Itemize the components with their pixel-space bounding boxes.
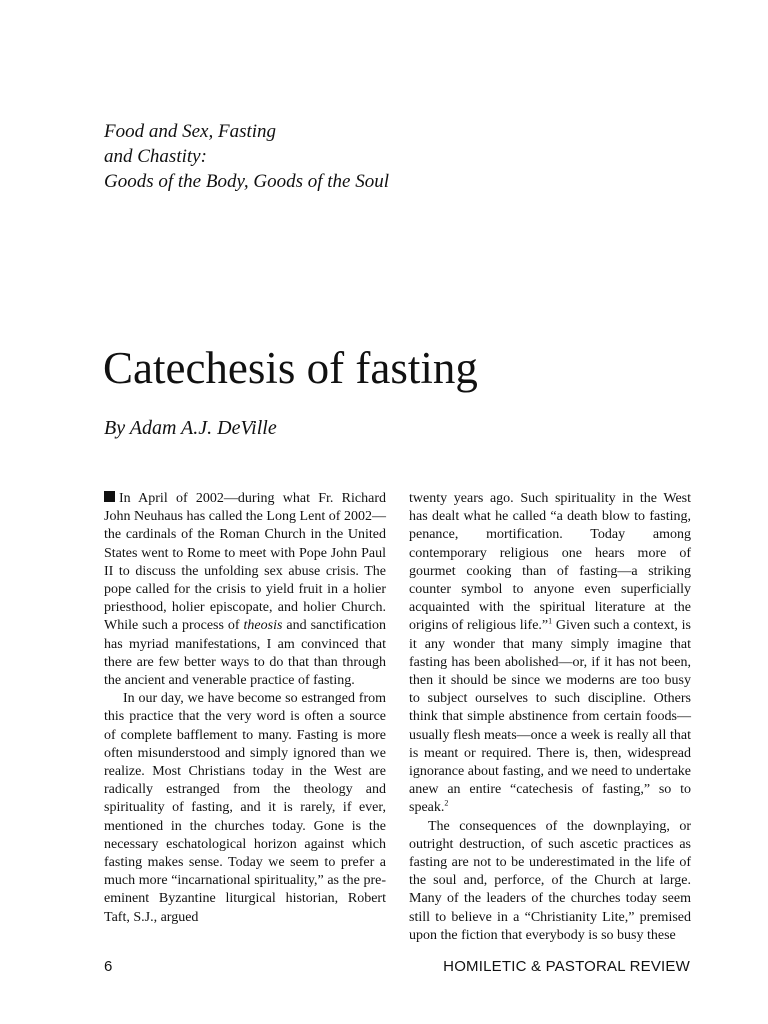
series-title — [104, 119, 704, 194]
square-bullet-icon — [104, 491, 115, 502]
body-column-right — [409, 490, 691, 945]
article-title: Catechesis of fasting — [103, 343, 478, 393]
paragraph — [409, 490, 691, 818]
paragraph-text: twenty years ago. Such spirituality in the West has dealt what he called “a death blow to fasting, penance, mortification. Today among contemporary religious one hears more of gourmet cooking than of fasting—a striking counter symbol to anyone even superficially acquainted with the spiritual literature at the origins of religious life.” — [409, 491, 691, 634]
paragraph-text: and sanctification has myriad manifestations, I am convinced that there are few better ways to do that than through the ancient and venerable practice of fasting. — [104, 618, 386, 689]
body-column-left — [104, 490, 386, 927]
paragraph-text: In April of 2002—during what Fr. Richard John Neuhaus has called the Long Lent of 2002—the cardinals of the Roman Church in the United States went to Rome to meet with Pope John Paul II to discuss the unfolding sex abuse crisis. The pope called for the crisis to yield fruit in a holier priesthood, holier episcopate, and holier Church. While such a process of — [104, 491, 386, 634]
paragraph: The consequences of the downplaying, or outright destruction, of such ascetic practices as fasting are not to be underestimated in the life of the soul and, perforce, of the Church at large. Many of the leaders of the churches today seem still to believe in a “Christianity Lite,” premised upon the fiction that everybody is so busy these — [409, 818, 691, 943]
paragraph-text: Given such a context, is it any wonder that many simply imagine that fasting has been abolished—or, if it has not been, then it should be since we moderns are too busy to subject ourselves to such discipline. Others think that simple abstinence from certain foods—usually flesh meats—once a week is really all that is meant or required. There is, then, widespread ignorance about fasting, and we need to undertake anew an entire “catechesis of fasting,” so to speak. — [409, 618, 691, 816]
series-title-line-1: Food and Sex, Fasting — [104, 121, 277, 142]
paragraph: In our day, we have become so estranged from this practice that the very word is often a source of complete bafflement to many. Fasting is more often misunderstood and simply ignored than we realize. Most Christians today in the West are radically estranged from the theology and spirituality of fasting, and it is rarely, if ever, mentioned in the churches today. Gone is the necessary eschatological horizon against which fasting makes sense. Today we seem to prefer a much more “incarnational spirituality,” as the pre-eminent Byzantine liturgical historian, Robert Taft, S.J., argued — [104, 691, 386, 925]
byline: By Adam A.J. DeVille — [104, 417, 277, 439]
series-title-line-3: Goods of the Body, Goods of the Soul — [104, 171, 389, 192]
journal-name: HOMILETIC & PASTORAL REVIEW — [443, 958, 690, 975]
series-title-line-2: and Chastity: — [104, 146, 207, 167]
italic-term: theosis — [243, 618, 283, 634]
footnote-marker[interactable]: 2 — [444, 798, 449, 808]
paragraph — [104, 490, 386, 690]
page-number: 6 — [104, 958, 113, 975]
footnote-marker[interactable]: 1 — [548, 616, 553, 626]
